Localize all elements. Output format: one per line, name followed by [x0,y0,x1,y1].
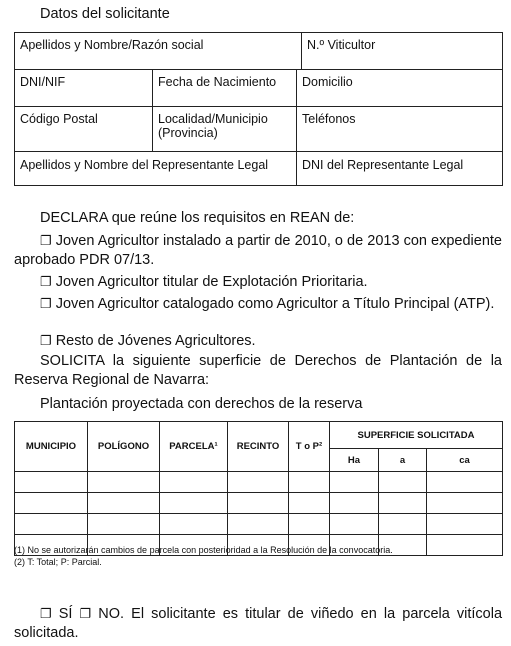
table-cell[interactable] [330,514,379,535]
table-cell[interactable] [330,493,379,514]
header-a: a [379,449,427,472]
table-cell[interactable] [379,514,427,535]
viticultor-field[interactable]: N.º Viticultor [302,33,503,70]
table-cell[interactable] [330,472,379,493]
option-3 [14,294,502,314]
representative-name-field[interactable]: Apellidos y Nombre del Representante Legal [15,152,297,186]
table-cell[interactable] [15,493,88,514]
plot-request-table [14,421,503,556]
footnote-2: (2) T: Total; P: Parcial. [14,557,102,567]
yes-label: SÍ [58,606,73,622]
solicita-text: SOLICITA la siguiente superficie de Derechos de Plantación de la Reserva Regional de Navarra: [14,353,502,388]
table-cell[interactable] [88,472,160,493]
table-cell[interactable] [15,514,88,535]
table-cell[interactable] [427,472,503,493]
section-title: Datos del solicitante [40,6,170,22]
table-cell[interactable] [15,472,88,493]
option-4 [14,331,502,351]
phones-field[interactable]: Teléfonos [297,107,503,152]
applicant-data-table [14,32,503,186]
table-cell[interactable] [379,472,427,493]
footnote-1: (1) No se autorizarán cambios de parcela con posterioridad a la Resolución de la convocatoria. [14,545,393,555]
table-cell[interactable] [289,472,330,493]
option-4-label: Resto de Jóvenes Agricultores. [55,333,256,349]
table-cell[interactable] [427,514,503,535]
checkbox-option-3[interactable]: ❐ [40,296,52,311]
table-row [15,472,503,493]
plot-rows [15,472,503,556]
table-cell[interactable] [379,493,427,514]
checkbox-yes[interactable]: ❐ [40,606,52,621]
header-recinto: RECINTO [228,422,289,472]
table-cell[interactable] [289,514,330,535]
postal-code-field[interactable]: Código Postal [15,107,153,152]
declara-text: DECLARA que reúne los requisitos en REAN de: [40,210,355,226]
dni-field[interactable]: DNI/NIF [15,70,153,107]
checkbox-option-1[interactable]: ❐ [40,233,52,248]
table-cell[interactable] [160,514,228,535]
final-text: El solicitante es titular de viñedo en la parcela vitícola solicitada. [14,606,503,641]
table-cell[interactable] [427,493,503,514]
option-1-label: Joven Agricultor instalado a partir de 2010, o de 2013 con expediente aprobado PDR 07/13. [14,233,502,268]
header-ca: ca [427,449,503,472]
table-row [15,514,503,535]
checkbox-no[interactable]: ❐ [79,606,92,621]
table-cell[interactable] [88,493,160,514]
option-2 [14,272,502,292]
plantacion-text: Plantación proyectada con derechos de la reserva [40,396,363,412]
final-declaration [14,604,502,643]
option-3-label: Joven Agricultor catalogado como Agricultor a Título Principal (ATP). [55,296,495,312]
checkbox-option-2[interactable]: ❐ [40,274,52,289]
representative-dni-field[interactable]: DNI del Representante Legal [297,152,503,186]
option-1 [14,231,502,270]
checkbox-option-4[interactable]: ❐ [40,333,52,348]
domicilio-field[interactable]: Domicilio [297,70,503,107]
table-cell[interactable] [228,514,289,535]
header-superficie: SUPERFICIE SOLICITADA [330,422,503,449]
header-total-parcial: T o P² [289,422,330,472]
footnotes [14,545,502,568]
header-municipio: MUNICIPIO [15,422,88,472]
locality-field[interactable]: Localidad/Municipio (Provincia) [153,107,297,152]
table-row [15,493,503,514]
header-poligono: POLÍGONO [88,422,160,472]
table-cell[interactable] [160,493,228,514]
header-parcela: PARCELA¹ [160,422,228,472]
birth-date-field[interactable]: Fecha de Nacimiento [153,70,297,107]
header-ha: Ha [330,449,379,472]
table-cell[interactable] [88,514,160,535]
table-cell[interactable] [289,493,330,514]
name-field[interactable]: Apellidos y Nombre/Razón social [15,33,302,70]
table-cell[interactable] [228,472,289,493]
table-cell[interactable] [228,493,289,514]
option-2-label: Joven Agricultor titular de Explotación Prioritaria. [55,274,368,290]
table-cell[interactable] [160,472,228,493]
no-label: NO. [98,606,125,622]
